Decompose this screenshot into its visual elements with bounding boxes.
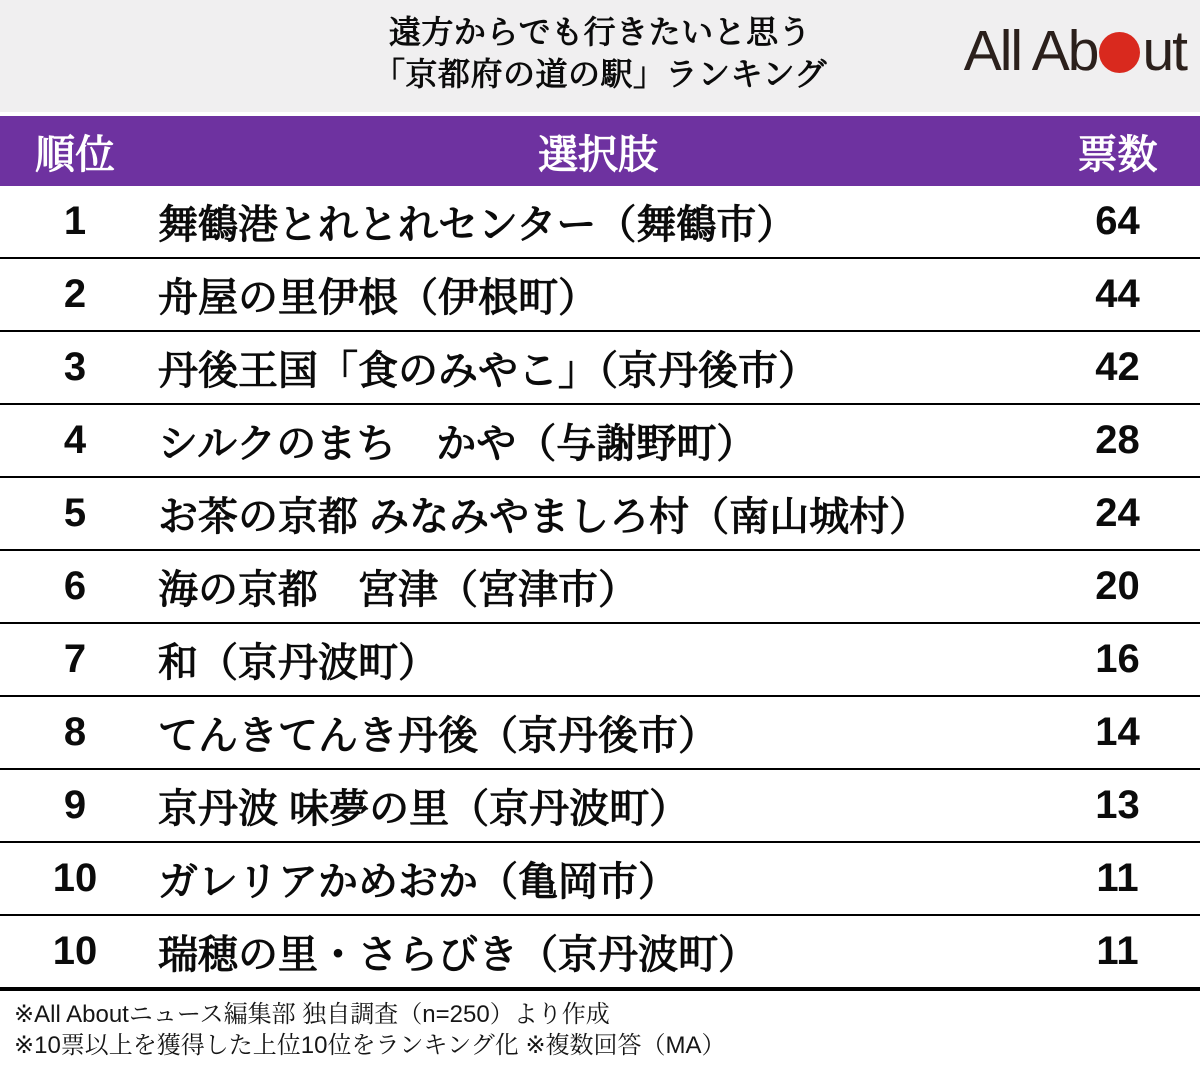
table-header-row <box>0 116 1200 186</box>
votes-cell: 42 <box>1095 345 1140 389</box>
table-row <box>0 624 1200 697</box>
choice-cell: 和（京丹波町） <box>158 641 438 685</box>
table-row <box>0 186 1200 259</box>
votes-cell: 28 <box>1095 418 1140 462</box>
votes-cell: 44 <box>1095 272 1140 316</box>
table-row <box>0 478 1200 551</box>
votes-cell: 11 <box>1096 856 1139 900</box>
votes-cell: 64 <box>1095 199 1140 243</box>
table-row <box>0 843 1200 916</box>
votes-cell: 14 <box>1095 710 1140 754</box>
rank-cell: 4 <box>63 418 87 462</box>
logo-text-after: ut <box>1142 19 1186 83</box>
ranking-rows <box>0 186 1200 991</box>
rank-cell: 5 <box>63 491 87 535</box>
table-row <box>0 916 1200 991</box>
table-row <box>0 551 1200 624</box>
logo-text-before: All Ab <box>963 19 1098 83</box>
table-row <box>0 259 1200 332</box>
rank-cell: 8 <box>63 710 87 754</box>
rank-cell: 10 <box>52 929 98 973</box>
choice-cell: 京丹波 味夢の里（京丹波町） <box>158 787 690 831</box>
choice-cell: 海の京都 宮津（宮津市） <box>158 568 638 612</box>
choice-cell: 舟屋の里伊根（伊根町） <box>158 276 598 320</box>
choice-cell: シルクのまち かや（与謝野町） <box>158 422 757 466</box>
allabout-logo <box>964 18 1186 84</box>
title-line-2: 「京都府の道の駅」ランキング <box>372 56 828 92</box>
votes-cell: 24 <box>1095 491 1140 535</box>
choice-cell: お茶の京都 みなみやましろ村（南山城村） <box>158 495 930 539</box>
choice-cell: 舞鶴港とれとれセンター（舞鶴市） <box>158 203 797 247</box>
table-row <box>0 332 1200 405</box>
rank-cell: 1 <box>63 199 87 243</box>
red-circle-o-icon <box>1099 32 1140 73</box>
choice-cell: てんきてんき丹後（京丹後市） <box>158 714 718 758</box>
title-line-1: 遠方からでも行きたいと思う <box>388 14 812 50</box>
choice-cell: ガレリアかめおか（亀岡市） <box>158 860 678 904</box>
votes-cell: 20 <box>1095 564 1140 608</box>
votes-cell: 11 <box>1096 929 1139 973</box>
column-header-rank: 順位 <box>35 132 115 177</box>
choice-cell: 丹後王国「食のみやこ」（京丹後市） <box>158 349 818 393</box>
rank-cell: 7 <box>63 637 87 681</box>
table-row <box>0 697 1200 770</box>
rank-cell: 2 <box>63 272 87 316</box>
footnotes <box>0 991 1200 1061</box>
rank-cell: 9 <box>63 783 87 827</box>
rank-cell: 6 <box>63 564 87 608</box>
header-banner <box>0 0 1200 112</box>
choice-cell: 瑞穂の里・さらびき（京丹波町） <box>158 933 758 977</box>
column-header-votes: 票数 <box>1077 132 1158 177</box>
votes-cell: 13 <box>1095 783 1140 827</box>
votes-cell: 16 <box>1095 637 1140 681</box>
footnote-2: ※10票以上を獲得した上位10位をランキング化 ※複数回答（MA） <box>14 1032 726 1059</box>
rank-cell: 3 <box>63 345 87 389</box>
footnote-1: ※All Aboutニュース編集部 独自調査（n=250）より作成 <box>14 1001 610 1028</box>
rank-cell: 10 <box>52 856 98 900</box>
column-header-choice: 選択肢 <box>538 132 658 177</box>
table-row <box>0 405 1200 478</box>
table-row <box>0 770 1200 843</box>
